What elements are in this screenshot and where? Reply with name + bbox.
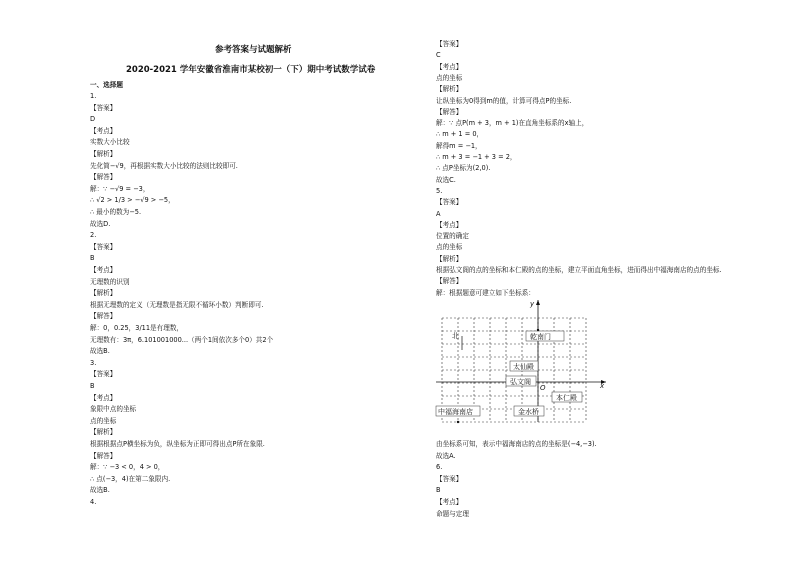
text-line: 【考点】 <box>436 498 463 506</box>
place-label-4: 本仁殿 <box>556 394 577 402</box>
text-line: 根据根据点P横坐标为负，纵坐标为正即可得出点P所在象限. <box>90 440 265 448</box>
text-line: 【考点】 <box>436 220 463 229</box>
text-line: 命题与定理 <box>436 509 469 518</box>
text-line: 【考点】 <box>90 266 117 274</box>
text-line: ∴ 最小的数为−5. <box>90 208 142 216</box>
text-line: 【答案】 <box>436 198 463 207</box>
text-line: 故选D. <box>90 219 111 228</box>
text-line: ∴ 点(−3，4)在第二象限内. <box>90 474 171 483</box>
text-line: 解：∵ 点P(m + 3，m + 1)在直角坐标系的x轴上， <box>436 119 589 128</box>
text-line: 5. <box>436 186 443 195</box>
text-line: 让纵坐标为0得到m的值，计算可得点P的坐标. <box>436 96 572 105</box>
text-line: ∴ m + 3 = −1 + 3 = 2， <box>436 153 517 161</box>
text-line: 点的坐标 <box>436 243 463 252</box>
text-line: 【答案】 <box>90 103 117 112</box>
text-line: 【答案】 <box>436 474 463 483</box>
text-line: D <box>90 115 96 124</box>
text-line: 【解析】 <box>90 289 117 298</box>
text-line: 2. <box>90 231 97 240</box>
text-line: 【答案】 <box>90 370 117 379</box>
text-line: 故选A. <box>436 451 456 460</box>
text-line: 由坐标系可知，表示中福海南店的点的坐标是(−4,−3). <box>436 440 597 448</box>
text-line: 【解析】 <box>436 254 463 263</box>
text-line: 【解答】 <box>436 107 463 116</box>
place-label-1: 乾南门 <box>530 333 551 341</box>
text-line: ∴ √2 > 1/3 > −√9 > −5， <box>90 196 175 205</box>
text-line: B <box>90 254 95 263</box>
text-line: 【解答】 <box>90 451 117 460</box>
north-label: 北 <box>452 332 459 340</box>
text-line: 故选C. <box>436 175 456 184</box>
text-line: 解：∵ −√9 = −3， <box>90 184 150 193</box>
text-line: 解得m = −1， <box>436 141 482 150</box>
text-line: 【解析】 <box>436 85 463 94</box>
text-line: 点的坐标 <box>90 416 117 425</box>
text-line: 【解析】 <box>90 428 117 437</box>
text-line: 【解答】 <box>90 173 117 182</box>
text-line: 【解析】 <box>90 150 117 158</box>
text-line: ∴ m + 1 = 0， <box>436 130 484 139</box>
place-label-2: 太仙殿 <box>513 363 534 371</box>
text-line: 故选B. <box>90 486 110 495</box>
header-title: 参考答案与试题解析 <box>215 45 292 55</box>
text-line: 【解答】 <box>436 277 463 286</box>
text-line: 解：∵ −3 < 0，4 > 0， <box>90 463 165 472</box>
text-line: 【考点】 <box>90 126 117 135</box>
text-line: 4. <box>90 498 97 506</box>
text-line: 象限中点的坐标 <box>90 405 137 414</box>
text-line: ∴ 点P坐标为(2,0). <box>436 164 491 173</box>
text-line: 根据弘文阁的点的坐标和本仁殿的点的坐标，建立平面直角坐标，进而得出中福海南店的点的坐标. <box>436 266 722 274</box>
coordinate-grid-figure <box>434 296 614 426</box>
text-line: 6. <box>436 463 443 472</box>
origin-label: O <box>540 384 546 392</box>
place-label-6: 金水桥 <box>518 408 539 416</box>
place-label-3: 弘文阁 <box>510 378 531 386</box>
text-line: 解：根据题意可建立如下坐标系： <box>436 288 535 297</box>
text-line: A <box>436 209 441 218</box>
text-line: 1. <box>90 92 97 100</box>
place-label-5: 中福海南店 <box>438 408 473 416</box>
x-axis-label: x <box>600 382 605 390</box>
text-line: 无理数有：3π，6.101001000...（两个1间依次多个0）共2个 <box>90 335 274 344</box>
text-line: 无理数的识别 <box>90 277 130 286</box>
text-line: 根据无理数的定义（无理数是指无限不循环小数）判断即可. <box>90 300 264 309</box>
text-line: 【解答】 <box>90 312 117 321</box>
y-axis-arrow-icon <box>536 300 540 305</box>
text-line: B <box>90 382 95 390</box>
text-line: 故选B. <box>90 347 110 356</box>
text-line: 【考点】 <box>90 393 117 402</box>
text-line: 位置的确定 <box>436 232 469 241</box>
text-line: 点的坐标 <box>436 73 463 82</box>
exam-title: 2020-2021 学年安徽省淮南市某校初一（下）期中考试数学试卷 <box>126 65 376 75</box>
text-line: 【答案】 <box>436 40 463 48</box>
text-line: 【答案】 <box>90 242 117 251</box>
text-line: 实数大小比较 <box>90 138 130 147</box>
text-line: 3. <box>90 358 97 367</box>
text-line: 先化简−√9，再根据实数大小比较的法则比较即可. <box>90 161 238 170</box>
y-axis-label: y <box>530 300 535 308</box>
text-line: 解：0，0.25，3/11是有理数， <box>90 324 184 332</box>
section-heading: 一、选择题 <box>90 81 123 89</box>
point-marker-2 <box>457 421 459 423</box>
text-line: C <box>436 51 441 60</box>
text-line: 【考点】 <box>436 62 463 71</box>
point-marker-1 <box>537 329 539 331</box>
text-line: B <box>436 486 441 495</box>
